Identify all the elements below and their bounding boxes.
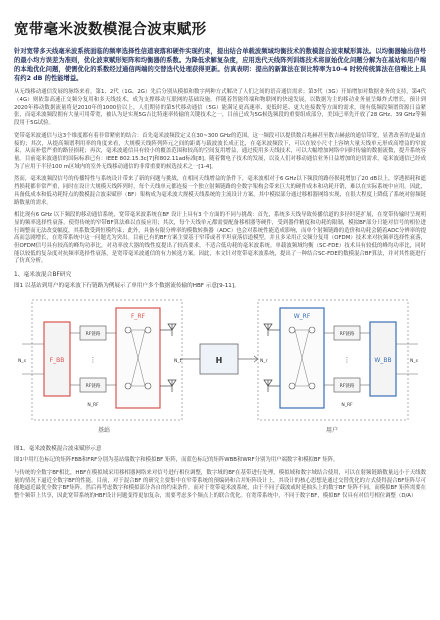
paragraph-2: 宽带毫米波通信与这3个维度都有着非常紧密的结合：首先毫米波频段定义在30~300 GHz的范围，这一频段可以提供数百兆赫甚至数吉赫兹的通信带宽，显著改善的是最直接的；其次，从提高频谱利用率的角度来看，大规模天线阵列阵元之间的距离与载波波长成正比，在毫米波频段下，可以在较小尺寸上容纳大量天线单元形成高增益的窄波束，从而补偿严重的路径损耗；再次，毫米波通信具有较小的覆盖范围和较高的空间复用增益，通过使用多天线技术，可以大幅增加网络中同时传输的数据流数，提升系统容量。目前毫米波通信的国际标准已有：IEEE 802.15.3c[7]和802.11ad标准[8]。随着微电子技术的发展，以及人们对移动通信业务日益增加的迫切需求，毫米波通信已经成为了应用于半径100 m区域内的室外无线移动通信的非常重要的候选技术之一[1-4]。: [14, 132, 426, 170]
wrf-label: W_RF: [293, 313, 311, 321]
ue-dots: ⋮: [343, 356, 351, 365]
ue-ant-count: N_r: [260, 359, 268, 365]
figure-caption: 图1、毫米波数模混合波束赋形示意: [14, 446, 102, 453]
base-station-label: 基站: [97, 427, 111, 435]
frf-label: F_RF: [130, 313, 146, 321]
bs-ant-count: N_t: [174, 359, 182, 365]
ue-rf-label-2: RF链路: [339, 384, 355, 390]
streams-out: N_s: [410, 359, 418, 365]
ue-rf-label-1: RF链路: [339, 332, 355, 338]
section-heading: 1、毫米波混合BF研究: [14, 272, 72, 279]
paragraph-4: 相比现有6 GHz 以下频段的移动通信系统，宽带毫米波系统在BF 设计上具有3 个方面的不同与挑战：首先，系统多天线导致传播信道的多径时延扩展，在宽带传输时呈现明显的频率选择性衰落，使得传统的窄带BF算法难以直接应用；其次，每个天线单元都需要配备移相器等硬件，受到器件精度和功耗的限制，模拟BF部分只能对信号的相位进行调整而无法改变幅度，其系数受到恒模约束；此外，具备有限分辨率的模数转换器（ADC）也会对系统性能造成影响，而单个射频链路的造价和功耗会随着ADC分辨率的提高而急剧增长，在宽带系统中这一问题尤为突出。目前已有的BF方案主要基于窄带或者平坦衰落信道模型，并且多采用正交频分复用（OFDM）技术来对抗频率选择性衰落，但OFDM信号具有较高的峰均功率比，对功率放大器的线性度提出了较高要求，不适合低功耗的毫米波系统。单载波频域均衡（SC-FDE）技术具有较低的峰均功率比，同时能以较低的复杂度对抗频率选择性衰落，是宽带毫米波通信的有力候选方案。因此，本文针对宽带毫米波系统，提出了一种结合SC-FDE的数模混合BF算法，并对其性能进行了仿真分析。: [14, 212, 426, 265]
ue-rf-count: N_RF: [341, 403, 353, 409]
paragraph-5: 图1中用红色标记的矩阵FBB和FRF分别为基站端数字和模拟BF 矩阵，而蓝色标记的矩阵WBB和WRF分别为用户端数字和模拟BF 矩阵。: [14, 457, 339, 464]
fbb-label: F_BB: [49, 357, 65, 365]
streams-in: N_s: [18, 359, 26, 365]
abstract: 针对宽带多天线毫米波系统面临的频率选择性信道衰落和硬件实现约束，提出结合单载波频域均衡技术的数模混合波束赋形算法。以均衡器输出信号的最小均方误差为准则，优化波束赋形矩阵和均衡器的系数。为降低求解复杂度，应用迭代天线阵列训练技术将原始优化问题分解为在基站和用户端的本地优化问题，使需优化的系数经过通信两端的交替迭代处理获得更新。仿真表明：提出的新算法在误比特率为10-4 时较传统算法在信噪比上具有约2 dB 的性能增益。: [14, 48, 426, 83]
hbf-diagram: [14, 294, 426, 442]
bs-rf-label-2: RF链路: [85, 384, 101, 390]
bs-rf-label-1: RF链路: [85, 332, 101, 338]
paragraph-1: 从无线移动通信发展的脉络来看，第1、2代（1G、2G）先后分别从模拟和数字两种方式解决了人们之间的语音通信需求；第3代（3G）开始增加对数据业务的支持，第4代（4G）则依靠高速正交频分复用和多天线技术，成为支撑移动互联网的基础设施。伴随着智能终端和物联网的快速发展，以数据为主的移动业务量呈爆炸式增长，预计到2020年移动数据流量将是2010年的1000倍以上，人们期待的第5代移动通信（5G）能满足更高速率、更低时延、更大连接数等方面的需求。现有低频段频谱资源日益紧张，而毫米波频段拥有大量可用带宽，被认为是实现5G吉比特速率传输的关键技术之一，目前已成为5G候选频段的重要组成部分，美国已率先开放了28 GHz、39 GHz等频段用于5G试验。: [14, 89, 426, 127]
figure-intro: 图1 以基站到用户的毫米波下行链路为例展示了单用户多个数据流传输的HBF 示意[9-11]。: [14, 283, 240, 290]
channel-label: H: [215, 356, 223, 366]
bs-rf-count: N_RF: [87, 403, 99, 409]
paragraph-6: 与传统的全数字BF相比，HBF在模拟域采用移相器网络来对信号进行相位调整，数字域的BF在基带进行处理，模拟域和数字域结合使用，可以在射频链路数量远小于天线数量的情况下逼近全数字BF的性能。目前，对于混合BF 的研究主要集中在窄带系统的预编码和合并矩阵设计上，其设计的核心思想是通过交替优化的方式使得混合BF矩阵尽可能地逼近最优全数字BF矩阵，然后再考虑数字和模拟部分各自的约束条件。而对于宽带毫米波系统，由于不同子载波或时延抽头上的数字BF 矩阵不同，而模拟BF 矩阵需要在整个频带上共享，因此宽带系统的HBF设计问题变得更加复杂，需要考虑多个频点上的联合优化。在宽带系统中，不同于数字BF，模拟BF 仅具有对信号相位调整（D/A）: [14, 469, 426, 499]
user-label: 用户: [325, 427, 339, 435]
bs-dots: ⋮: [89, 356, 97, 365]
paragraph-3: 然而，毫米波频段信号的传播特性与系统设计带来了新的问题与挑战，在相同天线增益的条件下，毫米波相对于6 GHz以下频段的路径损耗增加了20 dB以上，穿透损耗和遮挡损耗都非常严重，同时在设计大规模天线阵列时，每个天线单元都连接一个独立射频链路的全数字架构会带来巨大的硬件成本和功耗开销，难以在实际系统中应用。因此，具备低成本和低功耗特点的数模混合波束赋形（BF）架构成为毫米波大规模天线系统的主流设计方案，其中模拟部分通过移相器网络实现，在很大程度上降低了系统对射频链路数量的需求。: [14, 176, 426, 206]
page-title: 宽带毫米波数模混合波束赋形: [14, 22, 207, 38]
wbb-label: W_BB: [374, 357, 392, 365]
